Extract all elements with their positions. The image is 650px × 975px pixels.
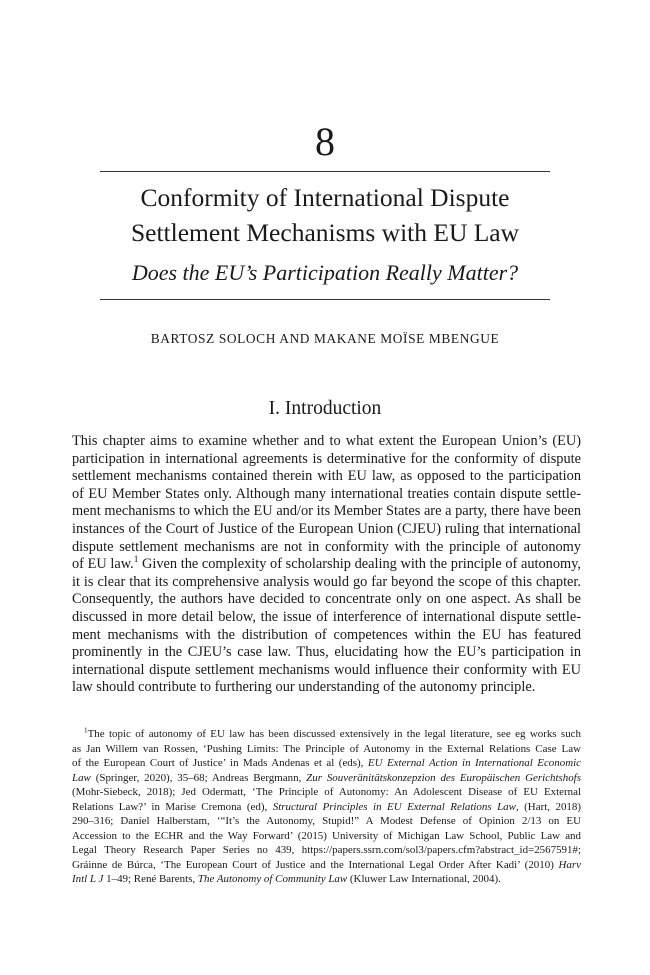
body-line-fragment: of EU law. <box>72 556 134 573</box>
footnote-italic-title: EU External Action in International Economic <box>367 757 581 769</box>
footnote-text: Gráinne de Búrca, ‘The European Court of Justice and the International Legal Order After Kadi’ (2010) <box>72 858 559 871</box>
footnote-line <box>72 872 581 887</box>
body-line: Consequently, the authors have decided to concentrate only on one aspect. As shall be <box>72 591 581 608</box>
chapter-title-line-2: Settlement Mechanisms with EU Law <box>130 218 520 247</box>
body-line: of EU Member States only. Although many international treaties contain dispute settle- <box>72 485 581 502</box>
body-line: it is clear that its comprehensive analysis would go far beyond the scope of this chapter. <box>72 573 581 590</box>
footnote-line: 290–316; Daniel Halberstam, ‘“It’s the Autonomy, Stupid!” A Modest Defense of Opinion 2/13 on EU <box>72 815 581 827</box>
body-line: dispute settlement mechanisms are not in conformity with the principle of autonomy <box>72 538 581 555</box>
body-line: participation in international agreements is determinative for the conformity of dispute <box>72 450 581 467</box>
body-line: discussed in more detail below, the issue of interference of international dispute settle- <box>72 608 581 625</box>
footnote-reference[interactable]: 1 <box>133 555 139 566</box>
body-line: settlement mechanisms contained therein with EU law, as opposed to the participation <box>72 468 581 485</box>
footnote-text: (Springer, 2020), 35–68; Andreas Bergmann, <box>90 771 307 784</box>
chapter-subtitle: Does the EU’s Participation Really Matter? <box>131 260 519 285</box>
footnote-text: The topic of autonomy of EU law has been discussed extensively in the legal literature, see eg works such <box>87 728 581 740</box>
title-bottom-rule <box>100 299 550 300</box>
chapter-authors: BARTOSZ SOLOCH AND MAKANE MOÏSE MBENGUE <box>150 331 500 346</box>
footnote-line <box>72 756 581 771</box>
body-line: instances of the Court of Justice of the European Union (CJEU) ruling that international <box>72 520 581 537</box>
body-line: ment mechanisms with the distribution of competences within the EU has featured <box>72 626 581 643</box>
body-line-fragment: Given the complexity of scholarship dealing with the principle of autonomy, <box>138 556 581 573</box>
footnote-line <box>72 727 581 742</box>
footnote-line-url[interactable]: Legal Theory Research Paper Series no 439, https://papers.ssrn.com/sol3/papers.cfm?abstract_id=2567591#; <box>72 844 581 856</box>
section-heading: I. Introduction <box>268 398 382 419</box>
footnote-italic-title: Intl L J <box>72 873 104 885</box>
footnote-line: (Mohr-Siebeck, 2018); Jed Odermatt, ‘The Principle of Autonomy: An Adolescent Disease of EU External <box>72 786 581 798</box>
body-paragraph <box>72 433 581 697</box>
footnote-italic-title: Harv <box>558 858 581 871</box>
body-line: prominently in the CJEU’s case law. Thus, elucidating how the EU’s participation in <box>72 644 581 661</box>
title-top-rule <box>100 171 550 172</box>
footnote-line <box>72 858 581 873</box>
chapter-title-line-1: Conformity of International Dispute <box>140 183 510 212</box>
footnote-italic-title: Zur Souveränitätskonzepzion des Europäischen Gerichtshofs <box>306 771 581 784</box>
footnote-text: of the European Court of Justice’ in Mads Andenas et al (eds), <box>72 757 368 769</box>
chapter-number: 8 <box>315 119 335 164</box>
footnote-line: Accession to the ECHR and the Way Forward’ (2015) University of Michigan Law School, Public Law and <box>72 829 581 842</box>
body-line: international dispute settlement mechanisms would influence their conformity with EU <box>72 661 581 678</box>
body-line: This chapter aims to examine whether and to what extent the European Union’s (EU) <box>72 433 581 449</box>
footnote-line <box>72 771 581 786</box>
footnote-italic-title: Law <box>72 771 91 784</box>
body-line: ment mechanisms to which the EU and/or its Member States are a party, there have been <box>72 503 581 520</box>
chapter-title <box>100 180 550 250</box>
footnote <box>72 727 581 887</box>
footnote-text: , (Hart, 2018) <box>515 800 581 813</box>
footnote-text: Relations Law?’ in Marise Cremona (ed), <box>72 800 273 813</box>
footnote-text: (Kluwer Law International, 2004). <box>347 873 501 885</box>
footnote-line <box>72 800 581 815</box>
footnote-text: 1–49; René Barents, <box>103 873 198 885</box>
footnote-marker: 1 <box>84 726 88 735</box>
body-line-with-footnote <box>72 556 581 574</box>
body-line: law should contribute to furthering our understanding of the autonomy principle. <box>72 679 536 696</box>
footnote-italic-title: Structural Principles in EU External Relations Law <box>272 800 516 813</box>
footnote-line: as Jan Willem van Rossen, ‘Pushing Limits: The Principle of Autonomy in the External Relations Case Law <box>72 742 581 755</box>
footnote-italic-title: The Autonomy of Community Law <box>197 873 348 885</box>
